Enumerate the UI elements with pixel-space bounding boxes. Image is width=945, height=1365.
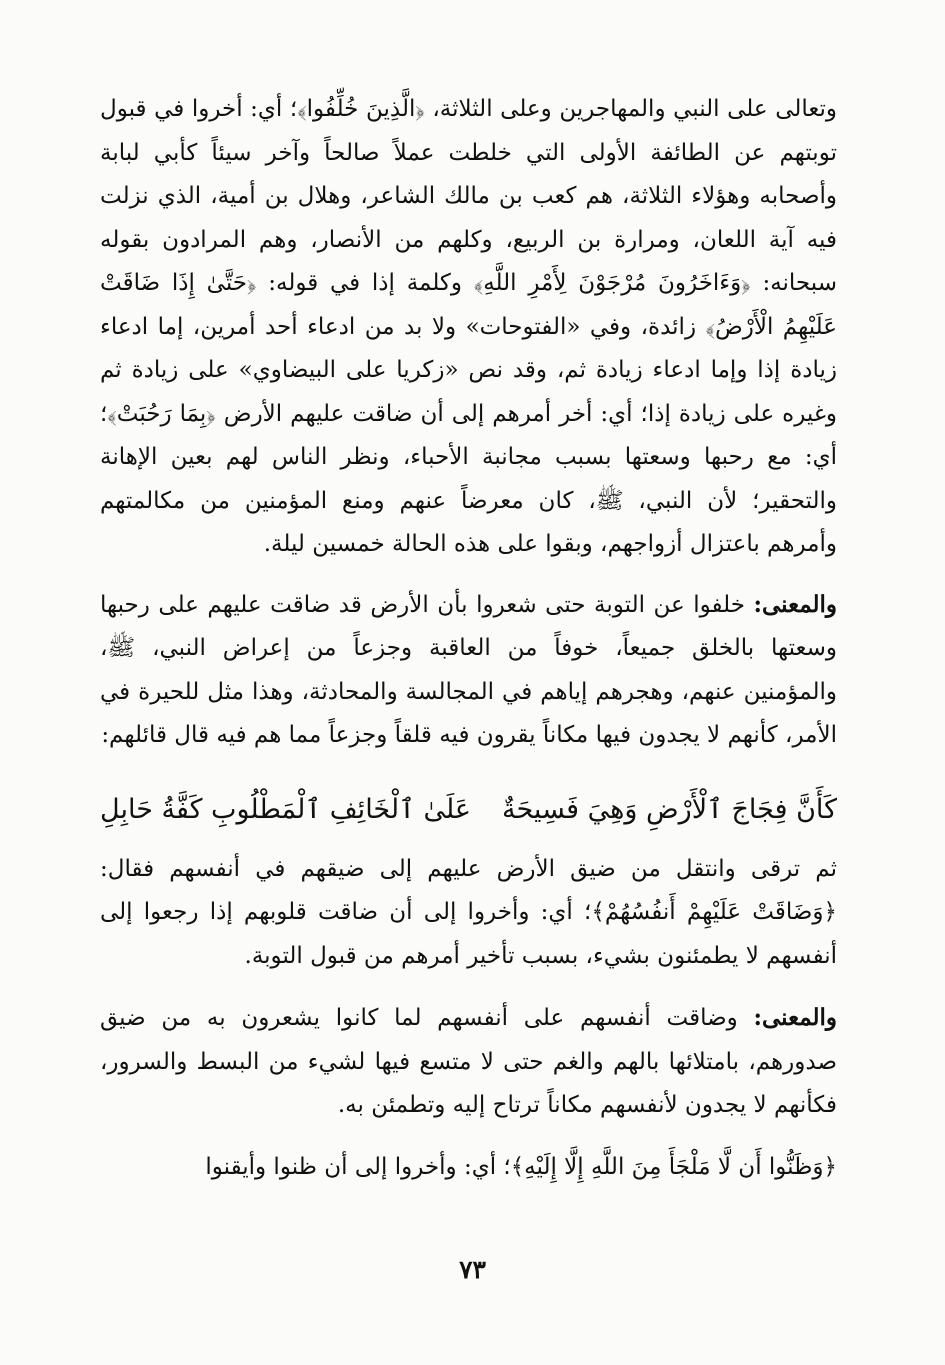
paragraph-1 bbox=[100, 88, 837, 567]
paragraph-2-text: خلفوا عن التوبة حتى شعروا بأن الأرض قد ضاقت عليهم على رحبها وسعتها بالخلق جميعاً، خوفاً من العاقبة وجزعاً من إعراض النبي، ﷺ، والمؤمنين عنهم، وهجرهم إياهم في المجالسة والمحادثة، وهذا مثل للحيرة في الأمر، كأنهم لا يجدون فيها مكاناً يقرون فيه قلقاً وجزعاً مما هم فيه قال قائلهم: bbox=[100, 591, 837, 748]
paragraph-5-text: ﴿وَظَنُّوا أَن لَّا مَلْجَأَ مِنَ اللَّهِ إِلَّا إِلَيْهِ﴾؛ أي: وأخروا إلى أن ظنوا وأيقنوا bbox=[205, 1153, 837, 1180]
paragraph-4-text: وضاقت أنفسهم على أنفسهم لما كانوا يشعرون به من ضيق صدورهم، بامتلائها بالهم والغم حتى لا متسع فيها لشيء من البسط والسرور، فكأنهم لا يجدون لأنفسهم مكاناً ترتاح إليه وتطمئن به. bbox=[100, 1005, 837, 1118]
verse-first-hemistich: كَأَنَّ فِجَاجَ ٱلْأَرْضِ وَهِيَ فَسِيحَةٌ bbox=[502, 793, 837, 825]
paragraph-4 bbox=[100, 996, 837, 1128]
paragraph-3-text: ثم ترقى وانتقل من ضيق الأرض عليهم إلى ضيقهم في أنفسهم فقال: ﴿وَضَاقَتْ عَلَيْهِمْ أَنفُسُهُمْ﴾؛ أي: وأخروا إلى أن ضاقت قلوبهم إذا رجعوا إلى أنفسهم لا يطمئنون بشيء، بسبب تأخير أمرهم من قبول التوبة. bbox=[100, 855, 837, 969]
verse-second-hemistich: عَلَىٰ ٱلْخَائِفِ ٱلْمَطْلُوبِ كَفَّةُ حَابِلِ bbox=[100, 793, 472, 825]
poetry-verse bbox=[100, 788, 837, 832]
paragraph-1-text: وتعالى على النبي والمهاجرين وعلى الثلاثة، ﴿الَّذِينَ خُلِّفُوا﴾؛ أي: أخروا في قبول توبتهم عن الطائفة الأولى التي خلطت عملاً صالحاً وآخر سيئاً كأبي لبابة وأصحابه وهؤلاء الثلاثة، هم كعب بن مالك الشاعر، وهلال بن أمية، الذي نزلت فيه آية اللعان، ومرارة بن الربيع، وكلهم من الأنصار، وهم المرادون بقوله سبحانه: ﴿وَءَاخَرُونَ مُرْجَوْنَ لِأَمْرِ اللَّهِ﴾ وكلمة إذا في قوله: ﴿حَتَّىٰ إِذَا ضَاقَتْ عَلَيْهِمُ الْأَرْضُ﴾ زائدة، وفي «الفتوحات» ولا بد من ادعاء أحد أمرين، إما ادعاء زيادة إذا وإما ادعاء زيادة ثم، وقد نص «زكريا على البيضاوي» على زيادة ثم وغيره على زيادة إذا؛ أي: أخر أمرهم إلى أن ضاقت عليهم الأرض ﴿بِمَا رَحُبَتْ﴾؛ أي: مع رحبها وسعتها بسبب مجانبة الأحباء، ونظر الناس لهم بعين الإهانة والتحقير؛ لأن النبي، ﷺ، كان معرضاً عنهم ومنع المؤمنين من مكالمتهم وأمرهم باعتزال أزواجهم، وبقوا على هذه الحالة خمسين ليلة. bbox=[100, 96, 838, 557]
paragraph-3 bbox=[100, 848, 837, 979]
page-number: ٧٣ bbox=[459, 1255, 486, 1284]
paragraph-4-lead: والمعنى: bbox=[753, 1004, 837, 1031]
paragraph-5 bbox=[100, 1146, 837, 1190]
paragraph-2-lead: والمعنى: bbox=[753, 590, 837, 618]
paragraph-2 bbox=[100, 583, 837, 758]
